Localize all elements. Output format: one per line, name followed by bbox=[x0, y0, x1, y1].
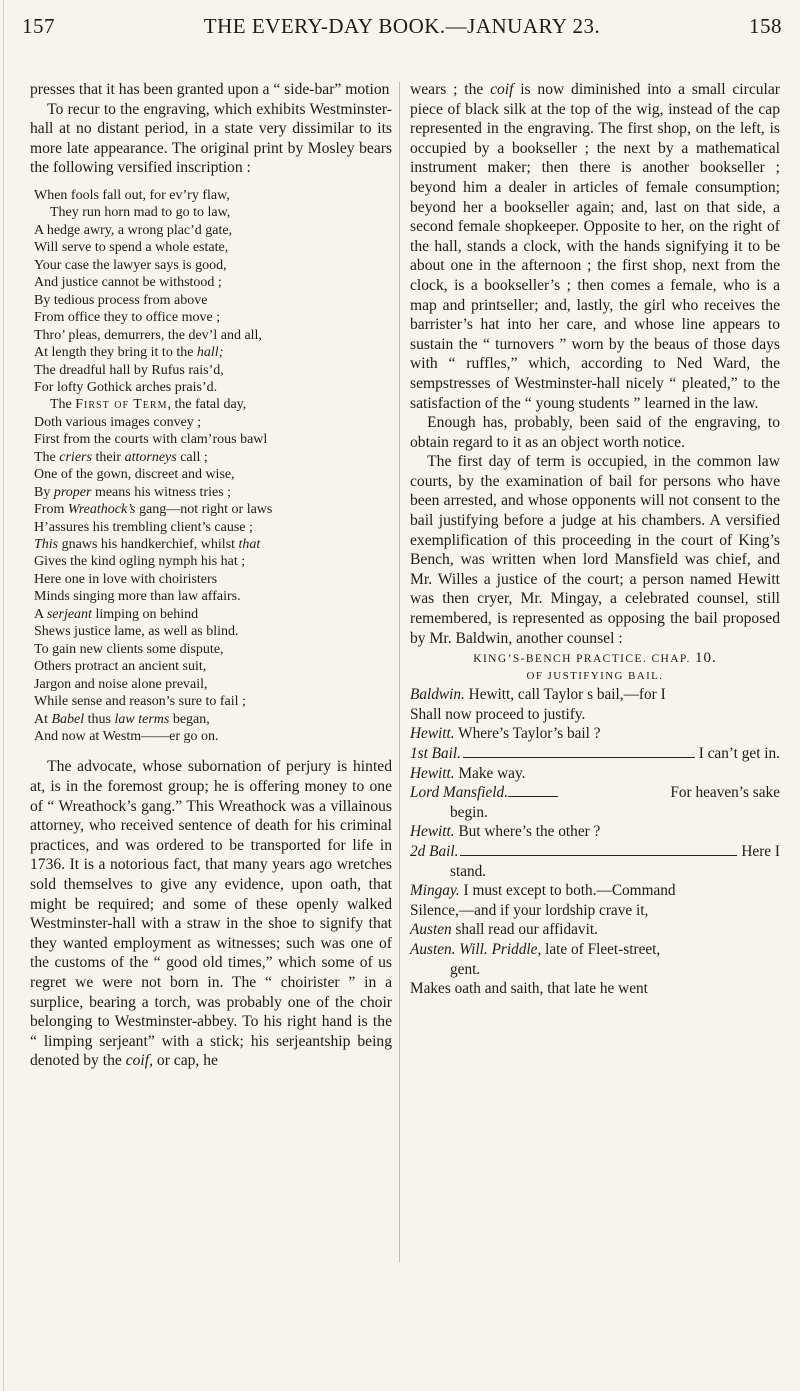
dialogue-heading: KING’S-BENCH PRACTICE. CHAP. 10. bbox=[473, 650, 717, 667]
poem-line: And justice cannot be withstood ; bbox=[34, 275, 222, 291]
dialogue-line: gent. bbox=[450, 960, 481, 978]
poem-line: Thro’ pleas, demurrers, the dev’l and all, bbox=[34, 327, 262, 343]
poem-line: This gnaws his handkerchief, whilst that bbox=[34, 537, 261, 553]
versified-inscription bbox=[34, 187, 392, 746]
dialogue-line: Baldwin. Hewitt, call Taylor s bail,—for I bbox=[410, 686, 666, 704]
poem-line: When fools fall out, for ev’ry flaw, bbox=[34, 187, 230, 203]
advocate-paragraph: The advocate, whose subornation of perjury is hinted at, is in the foremost group; he is offering money to one of “ Wreathock’s gang.” This Wreathock was a villainous attorney, who received sentence of death for his criminal practices, and was ordered to be transported for life in 1736. It is a notorious fact, that many years ago wretches sold themselves to give any evidence, upon oath, that might be required; and some of these openly walked Westminster-hall with a straw in the shoe to signify that they wanted employment as witnesses; such was one of the customs of the “ good old times,” which some of us regret we were not born in. The “ choirister ” in a surplice, bearing a torch, was probably one of the choir belonging to Westminster-abbey. To his right hand is the “ limping serjeant” with a stick; his serjeantship being denoted by the coif, or cap, he bbox=[30, 758, 392, 1070]
poem-line: From office they to office move ; bbox=[34, 310, 221, 326]
poem-line: First from the courts with clam’rous bawl bbox=[34, 432, 268, 448]
poem-line: To gain new clients some dispute, bbox=[34, 641, 224, 657]
poem-line: At length they bring it to the hall; bbox=[34, 345, 224, 361]
poem-line: While sense and reason’s sure to fail ; bbox=[34, 694, 246, 710]
poem-line: And now at Westm——er go on. bbox=[34, 729, 219, 745]
dialogue-line: Hewitt. But where’s the other ? bbox=[410, 823, 601, 841]
poem-line: One of the gown, discreet and wise, bbox=[34, 467, 235, 483]
dialogue-line: Hewitt. Where’s Taylor’s bail ? bbox=[410, 725, 601, 743]
poem-line: By proper means his witness tries ; bbox=[34, 484, 232, 500]
poem-line: H’assures his trembling client’s cause ; bbox=[34, 519, 253, 535]
dialogue-line: Mingay. I must except to both.—Command bbox=[410, 882, 676, 900]
poem-line: The dreadful hall by Rufus rais’d, bbox=[34, 362, 224, 378]
page-number-left: 157 bbox=[22, 14, 55, 38]
poem-line: The criers their attorneys call ; bbox=[34, 449, 208, 465]
engraving-paragraph: To recur to the engraving, which exhibits Westminster-hall at no distant period, in a state very dissimilar to its more late appearance. The original print by Mosley bears the following versified inscription : bbox=[30, 100, 392, 177]
dialogue-line: 1st Bail. I can’t get in. bbox=[410, 745, 780, 762]
dialogue-line: Austen shall read our affidavit. bbox=[410, 921, 598, 939]
left-column bbox=[30, 80, 392, 1071]
dialogue-line: stand. bbox=[450, 862, 487, 880]
poem-line: By tedious process from above bbox=[34, 292, 208, 308]
poem-line: Here one in love with choiristers bbox=[34, 571, 218, 587]
bail-dialogue bbox=[410, 650, 780, 999]
column-divider bbox=[399, 82, 400, 1262]
poem-line: A hedge awry, a wrong plac’d gate, bbox=[34, 222, 233, 238]
engraving-summary-paragraph: Enough has, probably, been said of the engraving, to obtain regard to it as an object worth notice. bbox=[410, 414, 780, 451]
poem-line: Minds singing more than law affairs. bbox=[34, 589, 241, 605]
poem-line: Your case the lawyer says is good, bbox=[34, 257, 227, 273]
first-day-paragraph: The first day of term is occupied, in the common law courts, by the examination of bail for persons who have been arrested, and whose opponents will not consent to the bail justifying before a judge at his chambers. A versified exemplification of this proceeding in the court of King’s Bench, was written when lord Mansfield was chief, and Mr. Willes a justice of the court; a person named Hewitt was then cryer, Mr. Mingay, a celebrated counsel, still remembered, is represented as opposing the bail proposed by Mr. Baldwin, another counsel : bbox=[410, 453, 780, 647]
dialogue-line: 2d Bail. Here I bbox=[410, 842, 780, 860]
dialogue-subheading: OF JUSTIFYING BAIL. bbox=[526, 670, 664, 683]
page-number-right: 158 bbox=[749, 14, 782, 38]
dialogue-line: Lord Mansfield. For heaven’s sake bbox=[410, 784, 780, 802]
page-title: THE EVERY-DAY BOOK.—JANUARY 23. bbox=[203, 14, 601, 38]
right-column bbox=[410, 80, 780, 999]
running-header bbox=[22, 8, 782, 48]
poem-line: From Wreathock’s gang—not right or laws bbox=[34, 502, 273, 518]
dialogue-line: Makes oath and saith, that late he went bbox=[410, 980, 648, 998]
poem-line: For lofty Gothick arches prais’d. bbox=[34, 379, 218, 395]
dialogue-line: Silence,—and if your lordship crave it, bbox=[410, 901, 649, 919]
dialogue-line: Austen. Will. Priddle, late of Fleet-street, bbox=[410, 940, 661, 958]
poem-line: Jargon and noise alone prevail, bbox=[34, 676, 208, 692]
poem-line: A serjeant limping on behind bbox=[34, 606, 199, 622]
dialogue-line: Hewitt. Make way. bbox=[410, 764, 526, 782]
shops-paragraph: wears ; the coif is now diminished into a small circular piece of black silk at the top of the wig, instead of the cap represented in the engraving. The first shop, on the left, is occupied by a bookseller ; the next by a mathematical instrument maker; then there is another bookseller ; beyond him a dealer in articles of female consumption; beyond her a bookseller again; and, last on that side, a second female shopkeeper. Opposite to her, on the right of the hall, stands a clock, with the hands signifying it to be about one in the afternoon ; the first shop, next from the clock, is a bookseller’s ; then comes a female, who is a map and printseller; and, lastly, the girl who receives the barrister’s hat into her care, and whose line appears to sustain the “ turnovers ” worn by the beaus of those days with “ ruffles,” which, according to Ned Ward, the sempstresses of Westminster-hall nicely “ pleated,” to the satisfaction of the “ young students ” learned in the law. bbox=[410, 81, 780, 412]
poem-line: Doth various images convey ; bbox=[34, 414, 202, 430]
poem-line: Shews justice lame, as well as blind. bbox=[34, 624, 239, 640]
page-edge bbox=[3, 0, 4, 1391]
poem-line: The First of Term, the fatal day, bbox=[50, 397, 247, 413]
dialogue-line: Shall now proceed to justify. bbox=[410, 705, 586, 723]
intro-paragraph: presses that it has been granted upon a “ side-bar” motion bbox=[30, 81, 390, 98]
dialogue-line: begin. bbox=[450, 803, 488, 821]
poem-line: Will serve to spend a whole estate, bbox=[34, 240, 229, 256]
poem-line: At Babel thus law terms began, bbox=[34, 711, 210, 727]
poem-line: Others protract an ancient suit, bbox=[34, 659, 207, 675]
poem-line: They run horn mad to go to law, bbox=[50, 205, 231, 221]
poem-line: Gives the kind ogling nymph his hat ; bbox=[34, 554, 246, 570]
